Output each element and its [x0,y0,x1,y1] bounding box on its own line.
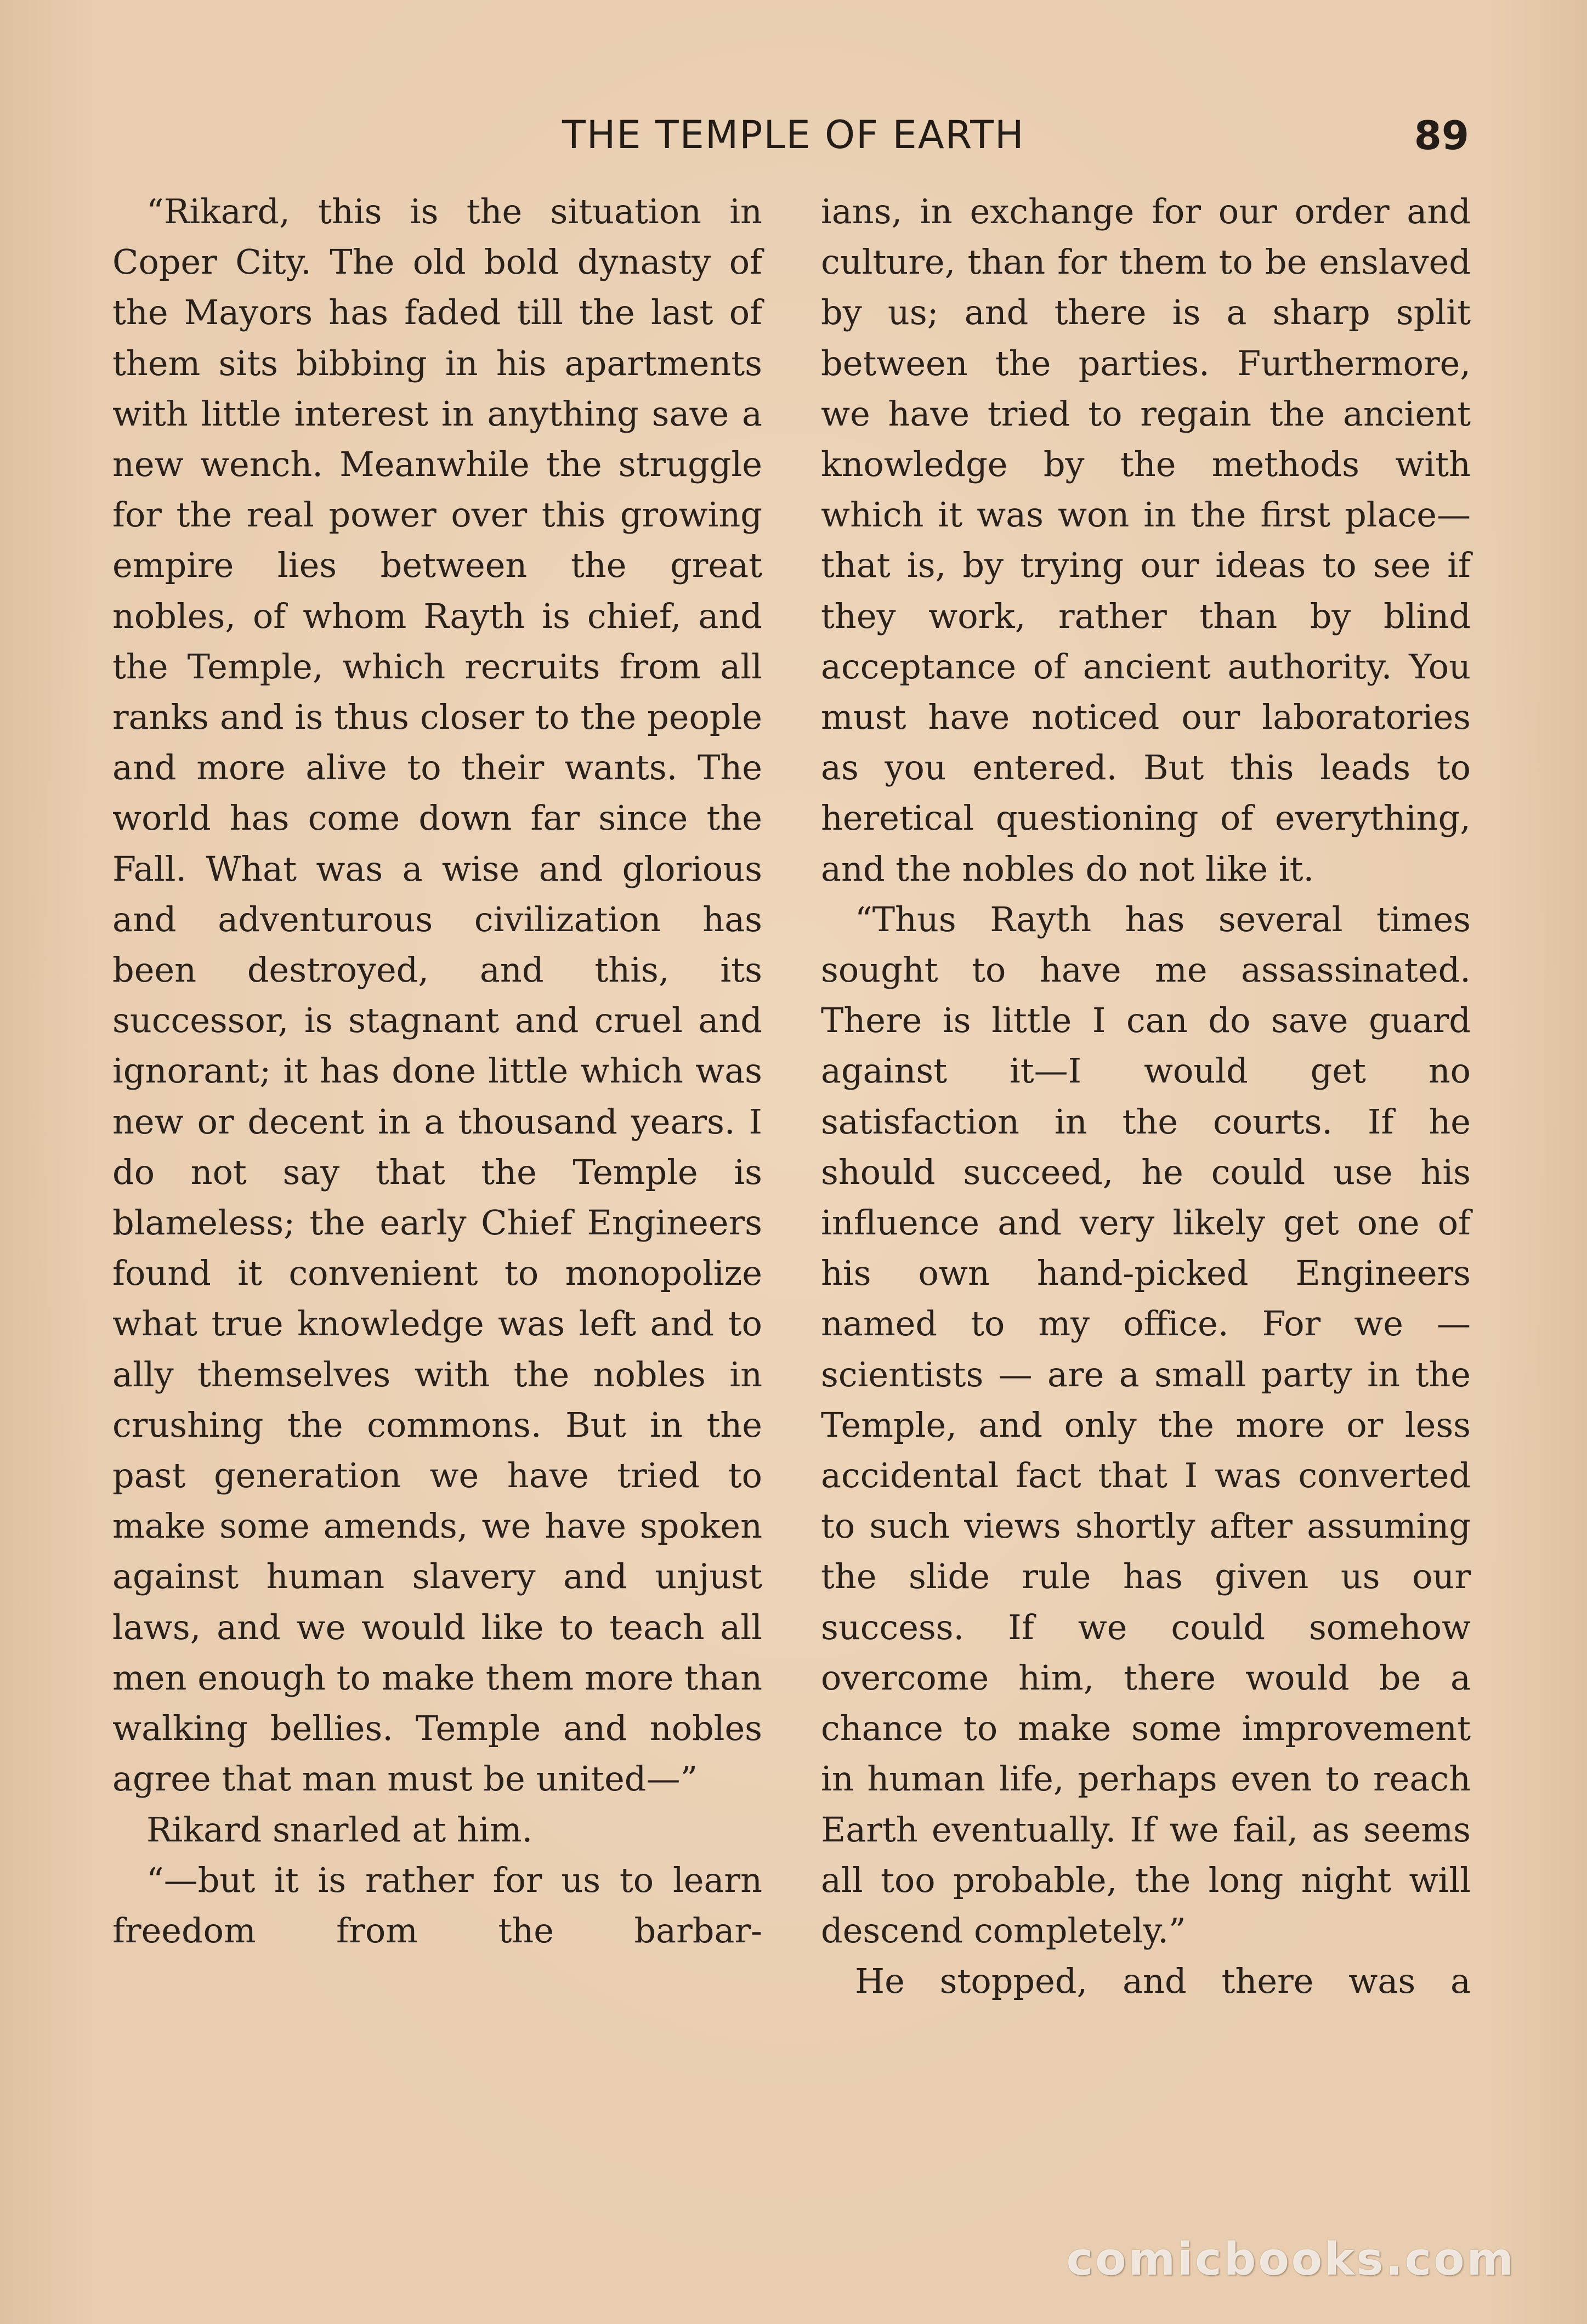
running-title: THE TEMPLE OF EARTH [562,112,1025,157]
page-header [0,112,1587,165]
page-number: 89 [1414,112,1469,158]
paragraph: “Thus Rayth has several times sought to have me assassinated. There is little I can do save guard against it—I would get no satisfaction in the courts. If he should succeed, he could use his influence and very likely get one of his own hand-picked Engineers named to my office. For we — scientists — are a small party in the Temple, and only the more or less accidental fact that I was converted to such views shortly after assuming the slide rule has given us our success. If we could somehow overcome him, there would be a chance to make some improvement in human life, perhaps even to reach Earth eventually. If we fail, as seems all too probable, the long night will descend completely.” [821,899,1471,1951]
paragraph: “—but it is rather for us to learn freedom from the barbar- [112,1860,762,1951]
right-column [821,186,1471,2006]
paragraph: He stopped, and there was a [855,1961,1471,2002]
watermark: comicbooks.com [1066,2234,1516,2286]
paragraph: Rikard snarled at him. [146,1809,533,1850]
paragraph: “Rikard, this is the situation in Coper City. The old bold dynasty of the Mayors has faded till the last of them sits bibbing in his apartments with little interest in anything save a new wench. Meanwhile the struggle for the real power over this growing empire lies between the great nobles, of whom Rayth is chief, and the Temple, which recruits from all ranks and is thus closer to the people and more alive to their wants. The world has come down far since the Fall. What was a wise and glorious and adventurous civilization has been destroyed, and this, its successor, is stagnant and cruel and ignorant; it has done little which was new or decent in a thousand years. I do not say that the Temple is blameless; the early Chief Engineers found it convenient to monopolize what true knowledge was left and to ally themselves with the nobles in crushing the commons. But in the past generation we have tried to make some amends, we have spoken against human slavery and unjust laws, and we would like to teach all men enough to make them more than walking bellies. Temple and nobles agree that man must be united—” [112,191,762,1799]
left-column [112,186,762,1956]
paragraph-continuation: ians, in exchange for our order and culture, than for them to be enslaved by us; and there is a sharp split between the parties. Furthermore, we have tried to regain the ancient knowledge by the methods with which it was won in the first place—that is, by trying our ideas to see if they work, rather than by blind acceptance of ancient authority. You must have noticed our laboratories as you entered. But this leads to heretical questioning of everything, and the nobles do not like it. [821,191,1471,889]
